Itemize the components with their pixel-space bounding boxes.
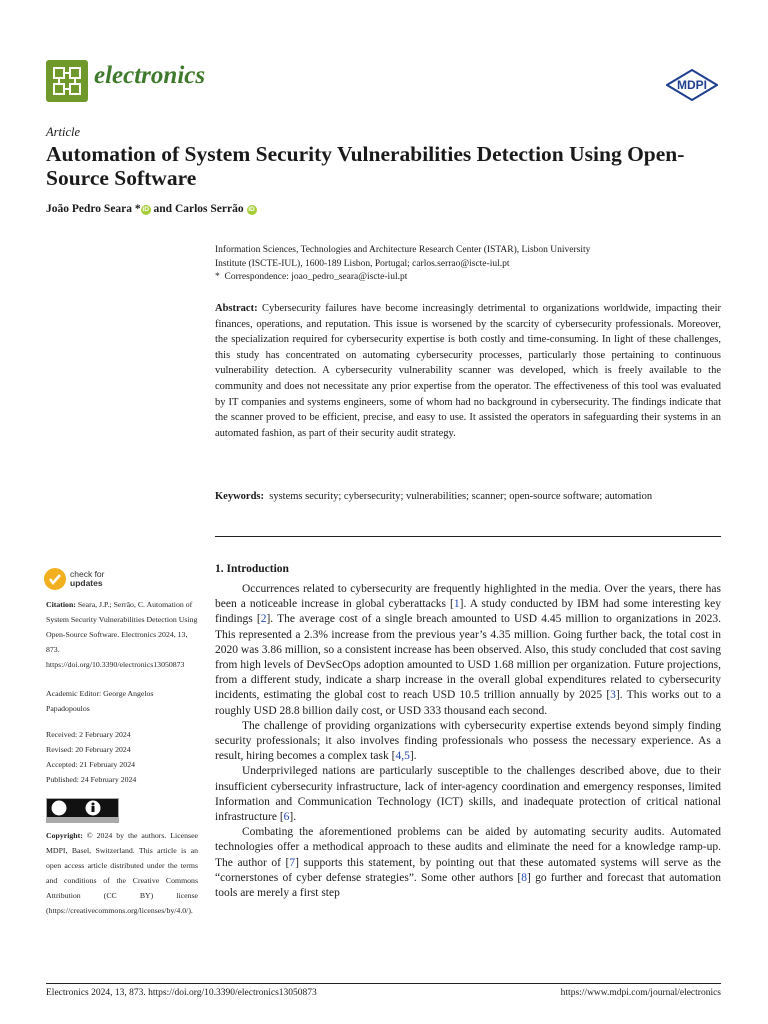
orcid-icon[interactable]: iD: [248, 206, 255, 213]
affiliation-block: [215, 244, 715, 285]
paragraph-text: Combating the aforementioned problems can be aided by automating security audits. Automated technologies offer a methodical approach to these audits and eliminate the need for a knowledge ramp-up. The author of [: [215, 826, 721, 869]
cc-by-license-icon[interactable]: [46, 798, 119, 823]
paragraph-text: ] go further and forecast that automation tools are merely a first step: [215, 871, 721, 900]
publisher-label: MDPI: [677, 78, 707, 92]
academic-editor: Academic Editor: George Angelos Papadopoulos: [46, 689, 154, 713]
paragraph: [215, 825, 721, 901]
section-heading: 1. Introduction: [215, 563, 289, 575]
citation-link[interactable]: 3: [610, 689, 616, 702]
correspondence-mark: *: [215, 272, 220, 282]
keywords: [215, 489, 721, 506]
dates-block: [46, 727, 198, 787]
check-updates-line: check for: [70, 569, 105, 579]
citation-label: Citation:: [46, 600, 76, 609]
footer-journal-url[interactable]: https://www.mdpi.com/journal/electronics: [560, 988, 721, 998]
citation-link[interactable]: 2: [260, 613, 267, 626]
orcid-icon[interactable]: iD: [142, 206, 149, 213]
keywords-label: Keywords:: [215, 491, 264, 502]
paragraph: [215, 764, 721, 825]
footer-divider: [46, 983, 721, 984]
citation-text: Seara, J.P.; Serrão, C. Automation of System Security Vulnerabilities Detection Using Open-Source Software. Electronics 2024, 13, 873. https://doi.org/10.3390/electronics13050873: [46, 600, 198, 669]
correspondence-line: [215, 271, 715, 285]
accepted-date: Accepted: 21 February 2024: [46, 760, 135, 769]
paragraph-text: ]. The average cost of a single breach amounted to USD 4.45 million to organizations in 2023. This represented a 2.3% increase from the previous year’s 4.35 million. Going further back, the total cost in 2020 was 3.86 million, so a consistent increase has been observed. Also, this study concluded that cost saving from high levels of DevSecOps adoption amounted to USD 1.68 million per organization. Future projections, from a different study, indicate a sharp increase in the overall global expenditures related to cybersecurity incidents, estimating the global cost to reach USD 10.5 trillion annually by 2025 [: [215, 613, 721, 702]
paper-title: Automation of System Security Vulnerabilities Detection Using Open-Source Software: [46, 142, 685, 190]
citation-link[interactable]: 6: [283, 811, 290, 824]
citation-link[interactable]: 7: [289, 856, 296, 869]
copyright-block: [46, 828, 198, 918]
author-name[interactable]: João Pedro Seara *: [46, 203, 141, 215]
check-updates-line: updates: [70, 578, 103, 588]
paragraph-text: Occurrences related to cybersecurity are frequently highlighted in the media. Over the years, there has been a noticeable increase in global cyberattacks [: [215, 583, 721, 611]
citation-link[interactable]: 8: [521, 871, 527, 884]
author-conjunction: and: [153, 203, 173, 215]
revised-date: Revised: 20 February 2024: [46, 745, 131, 754]
paragraph-text: ] supports this statement, by pointing out that these automated systems will serve as the “cornerstones of cyber defense strategies”. Some other authors [: [215, 856, 721, 884]
article-type: Article: [46, 125, 81, 139]
keywords-text: systems security; cybersecurity; vulnerabilities; scanner; open-source software; automation: [269, 491, 653, 502]
citation-link[interactable]: 4,5: [395, 750, 410, 763]
journal-logo-icon: [46, 60, 88, 102]
copyright-label: Copyright:: [46, 831, 83, 840]
footer-citation[interactable]: Electronics 2024, 13, 873. https://doi.org/10.3390/electronics13050873: [46, 988, 317, 998]
correspondence-text: Correspondence: joao_pedro_seara@iscte-iul.pt: [224, 272, 408, 282]
copyright-text: © 2024 by the authors. Licensee MDPI, Basel, Switzerland. This article is an open access article distributed under the terms and conditions of the Creative Commons Attribution (CC BY) license (https://creativecommons.org/licenses/by/4.0/).: [46, 831, 198, 915]
citation-block: [46, 597, 198, 672]
introduction-body: [215, 582, 721, 901]
journal-name: electronics: [94, 62, 206, 89]
section-divider: [215, 536, 721, 537]
paragraph-text: ].: [289, 811, 297, 824]
paragraph: [215, 582, 721, 719]
paragraph-text: ]. A study conducted by IBM had some interesting key findings [: [215, 598, 721, 626]
license-badge-text: [47, 801, 72, 811]
author-list: [46, 203, 257, 215]
mdpi-logo-icon[interactable]: [666, 69, 718, 101]
abstract-text: Cybersecurity failures have become increasingly detrimental to organizations worldwide, impacting their finances, operations, and reputation. This issue is worsened by the scarcity of cybersecurity professionals. Moreover, the specialization required for cybersecurity expertise is both costly and time-consuming. In light of these challenges, this study has concentrated on automating cybersecurity processes, particularly those pertaining to continuous vulnerability detection. A cybersecurity vulnerability scanner was developed, which is freely available to the community and does not necessitate any prior expertise from the operator. The effectiveness of this tool was evaluated by IT companies and systems engineers, some of whom had no background in cybersecurity. The findings indicate that the scanner proved to be efficient, precise, and easy to use. It assisted the operators in safeguarding their systems in an automated fashion, as part of their security audit strategy.: [215, 303, 721, 439]
paragraph: [215, 719, 721, 765]
abstract-label: Abstract:: [215, 303, 258, 314]
author-name[interactable]: Carlos Serrão: [174, 203, 244, 215]
abstract: [215, 301, 721, 441]
published-date: Published: 24 February 2024: [46, 775, 137, 784]
paragraph-text: ]. This works out to a roughly USD 28.8 billion daily cost, or USD 333 thousand each second.: [215, 689, 722, 717]
paragraph-text: Underprivileged nations are particularly susceptible to the challenges described above, due to their insufficient cybersecurity infrastructure, lack of inter-agency coordination and emergency responses, limited Information and Communication Technology (ICT) skills, and inadequate protection of critical national infrastructure [: [215, 765, 721, 824]
paragraph-text: ].: [409, 750, 417, 763]
affiliation-line: Institute (ISCTE-IUL), 1600-189 Lisbon, Portugal; carlos.serrao@iscte-iul.pt: [215, 258, 510, 269]
affiliation-line: Information Sciences, Technologies and Architecture Research Center (ISTAR), Lisbon University: [215, 245, 591, 255]
citation-link[interactable]: 1: [453, 598, 460, 611]
paragraph-text: The challenge of providing organizations with cybersecurity expertise extends beyond simply finding security professionals; it also involves finding professionals who possess the necessary experience. As a result, hiring becomes a complex task [: [215, 719, 721, 763]
received-date: Received: 2 February 2024: [46, 730, 131, 739]
